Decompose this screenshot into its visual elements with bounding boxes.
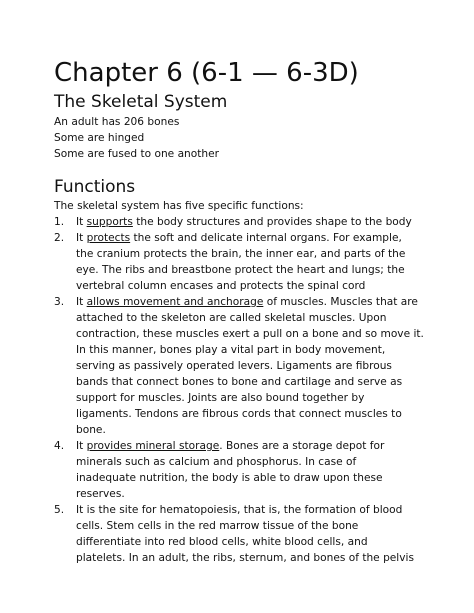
function-item-line: [76, 390, 434, 406]
underlined-key-term: provides mineral storage: [86, 440, 220, 452]
line-text: cells. Stem cells in the red marrow tissue of the bone: [76, 520, 359, 532]
function-list: [54, 214, 434, 566]
function-item-line: [76, 454, 434, 470]
line-text: It: [76, 296, 87, 308]
line-text: It: [76, 232, 87, 244]
line-text: differentiate into red blood cells, white blood cells, and: [76, 536, 368, 548]
function-item-number: 2.: [54, 232, 65, 244]
line-text: the cranium protects the brain, the inner ear, and parts of the: [76, 248, 406, 260]
line-text: It is the site for hematopoiesis, that is, the formation of blood: [76, 504, 403, 516]
underlined-key-term: supports: [86, 216, 133, 228]
function-item-line: [76, 326, 434, 342]
line-text: bone.: [76, 424, 106, 436]
line-text: attached to the skeleton are called skeletal muscles. Upon: [76, 312, 387, 324]
function-item-line: [76, 374, 434, 390]
function-item-line: [76, 470, 434, 486]
line-text: reserves.: [76, 488, 125, 500]
line-text: minerals such as calcium and phosphorus. In case of: [76, 456, 357, 468]
function-item: [54, 438, 434, 502]
intro-line: Some are fused to one another: [54, 148, 219, 160]
line-text: eye. The ribs and breastbone protect the heart and lungs; the: [76, 264, 405, 276]
function-item-line: [76, 406, 434, 422]
line-text: ligaments. Tendons are fibrous cords that connect muscles to: [76, 408, 402, 420]
line-text: support for muscles. Joints are also bound together by: [76, 392, 365, 404]
line-text: the body structures and provides shape to the body: [132, 216, 412, 228]
line-text: the soft and delicate internal organs. For example,: [130, 232, 402, 244]
function-item-line: [76, 518, 434, 534]
function-item-line: [76, 246, 434, 262]
chapter-title: Chapter 6 (6-1 — 6-3D): [54, 58, 359, 88]
function-item-line: [76, 342, 434, 358]
function-item-line: [76, 422, 434, 438]
function-item-line: [76, 262, 434, 278]
line-text: In this manner, bones play a vital part in body movement,: [76, 344, 386, 356]
line-text: vertebral column encases and protects the spinal cord: [76, 280, 366, 292]
function-item-line: [76, 230, 434, 246]
intro-line: Some are hinged: [54, 132, 145, 144]
line-text: serving as passively operated levers. Ligaments are fibrous: [76, 360, 392, 372]
underlined-key-term: allows movement and anchorage: [86, 296, 264, 308]
intro-line: An adult has 206 bones: [54, 116, 180, 128]
function-item-line: [76, 502, 434, 518]
function-item-line: [76, 534, 434, 550]
function-item-number: 3.: [54, 296, 65, 308]
line-text: contraction, these muscles exert a pull on a bone and so move it.: [76, 328, 424, 340]
section-title: The Skeletal System: [54, 92, 228, 112]
function-item-line: [76, 550, 434, 566]
functions-intro: The skeletal system has five specific functions:: [54, 200, 304, 212]
function-item-line: [76, 310, 434, 326]
line-text: It: [76, 440, 87, 452]
line-text: platelets. In an adult, the ribs, sternum, and bones of the pelvis: [76, 552, 414, 564]
functions-heading: Functions: [54, 177, 136, 197]
function-item-line: [76, 486, 434, 502]
function-item: [54, 230, 434, 294]
line-text: It: [76, 216, 87, 228]
function-item-number: 5.: [54, 504, 65, 516]
function-item-line: [76, 294, 434, 310]
function-item-number: 4.: [54, 440, 65, 452]
line-text: bands that connect bones to bone and cartilage and serve as: [76, 376, 403, 388]
function-item: [54, 214, 434, 230]
function-item: [54, 294, 434, 438]
underlined-key-term: protects: [86, 232, 131, 244]
function-item: [54, 502, 434, 566]
line-text: . Bones are a storage depot for: [219, 440, 385, 452]
line-text: of muscles. Muscles that are: [263, 296, 418, 308]
function-item-number: 1.: [54, 216, 65, 228]
function-item-line: [76, 278, 434, 294]
intro-block: [54, 114, 434, 162]
function-item-line: [76, 214, 434, 230]
function-item-line: [76, 358, 434, 374]
line-text: inadequate nutrition, the body is able to draw upon these: [76, 472, 383, 484]
function-item-line: [76, 438, 434, 454]
